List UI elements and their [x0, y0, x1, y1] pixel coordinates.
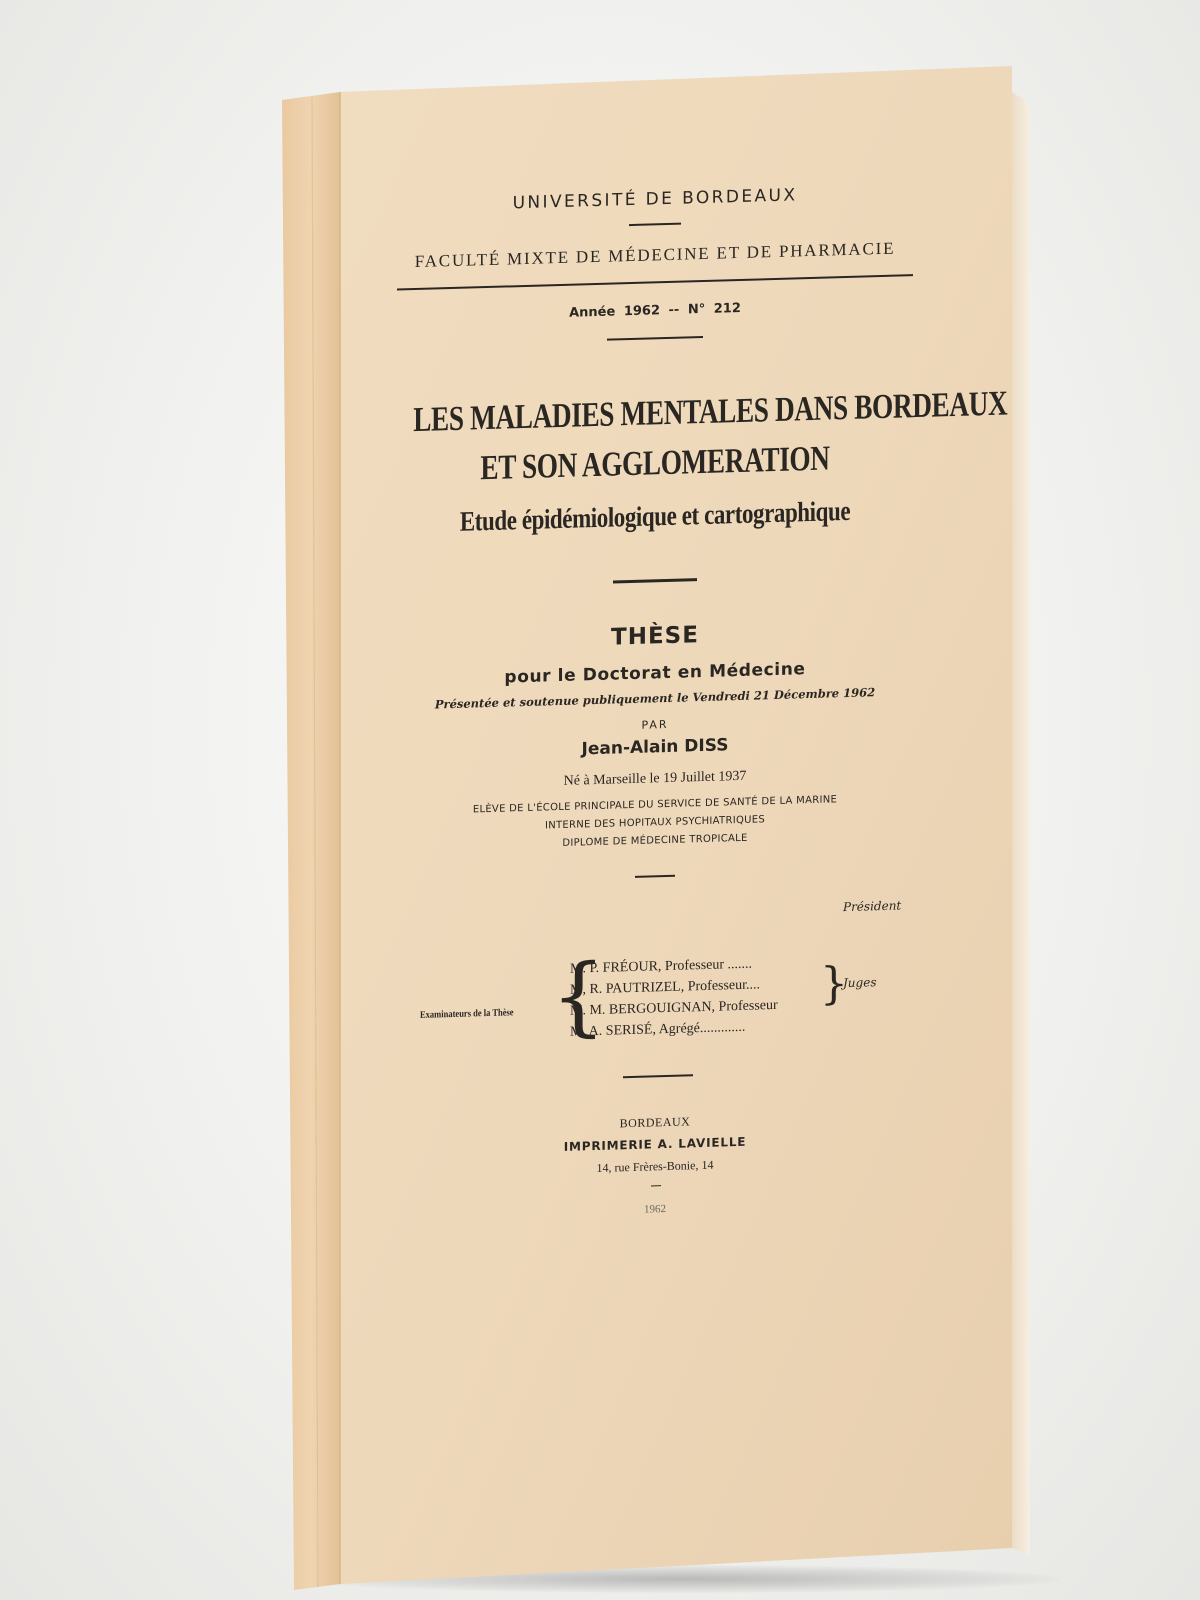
birth-line: Né à Marseille le 19 Juillet 1937 — [563, 768, 747, 789]
thesis-title-line2: ET SON AGGLOMERATION — [480, 438, 830, 488]
thesis-title-line1: LES MALADIES MENTALES DANS BORDEAUX — [413, 383, 1008, 440]
divider — [607, 336, 703, 341]
credential-line: DIPLOME DE MÉDECINE TROPICALE — [562, 832, 748, 849]
left-brace: { — [551, 945, 606, 1048]
presented-line: Présentée et soutenue publiquement le Vendredi 21 Décembre 1962 — [434, 685, 876, 712]
faculty-name: FACULTÉ MIXTE DE MÉDECINE ET DE PHARMACIE — [414, 238, 896, 272]
divider — [635, 875, 675, 878]
examiners-label: Examinateurs de la Thèse — [420, 1007, 514, 1021]
divider — [613, 578, 697, 583]
par-label: PAR — [641, 717, 669, 732]
cover-text — [345, 153, 1008, 1390]
printer-name: IMPRIMERIE A. LAVIELLE — [563, 1134, 747, 1154]
author-name: Jean-Alain DISS — [581, 735, 729, 760]
book-spine — [282, 92, 340, 1590]
credential-line: INTERNE DES HOPITAUX PSYCHIATRIQUES — [544, 814, 766, 832]
examiner-name: M. P. FRÉOUR, Professeur ....... — [570, 956, 753, 977]
divider — [651, 1185, 661, 1186]
examiners-list — [570, 953, 778, 1043]
credential-line: ELÈVE DE L'ÉCOLE PRINCIPALE DU SERVICE DE SANTÉ DE LA MARINE — [472, 794, 838, 816]
doctorat-line: pour le Doctorat en Médecine — [504, 659, 806, 688]
page-edges — [1012, 92, 1030, 1556]
thesis-subtitle: Etude épidémiologique et cartographique — [459, 495, 851, 538]
examiner-name: M. M. BERGOUIGNAN, Professeur — [570, 997, 778, 1019]
divider — [629, 223, 681, 226]
university-name: UNIVERSITÉ DE BORDEAUX — [512, 185, 798, 214]
publisher-city: BORDEAUX — [619, 1114, 691, 1131]
year-number: Année 1962 -- N° 212 — [569, 300, 741, 321]
examiner-name: M. A. SERISÉ, Agrégé............. — [570, 1019, 746, 1040]
role-president: Président — [843, 898, 902, 915]
examiner-name: M, R. PAUTRIZEL, Professeur.... — [570, 977, 761, 998]
printer-address: 14, rue Frères-Bonie, 14 — [596, 1157, 714, 1175]
divider — [623, 1074, 693, 1078]
print-year: 1962 — [644, 1203, 666, 1216]
role-juges: Juges — [843, 975, 877, 991]
right-brace: } — [820, 957, 848, 1010]
divider — [397, 274, 913, 290]
these-heading: THÈSE — [611, 622, 699, 651]
